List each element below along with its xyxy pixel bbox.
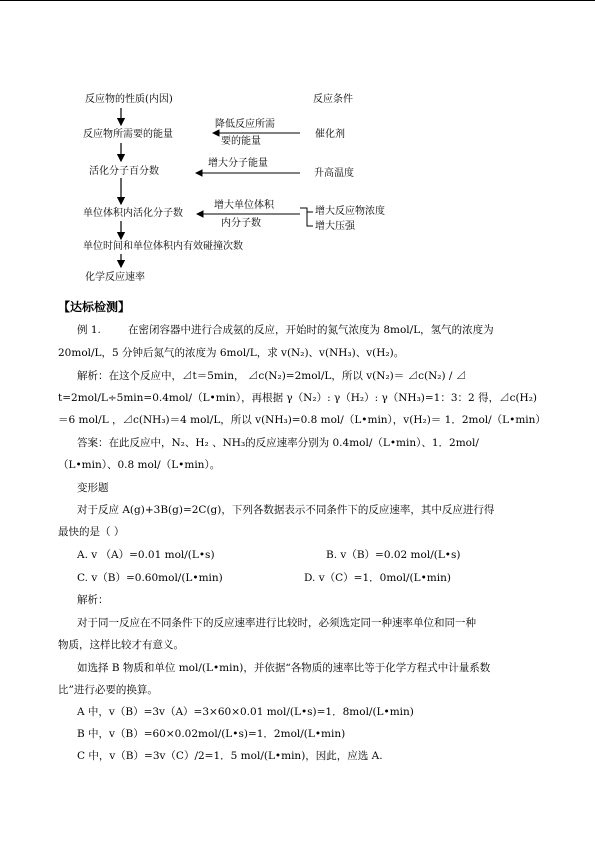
option-c: C. v（B）=0.60mol/(L•min) [77,572,223,584]
section-title: 【达标检测】 [58,300,131,314]
option-b: B. v（B）=0.02 mol/(L•s) [326,549,461,561]
analysis2-line-7: C 中，v（B）=3v（C）/2=1．5 mol/(L•min)，因此，应选 A. [77,750,383,762]
arrow-label-lower-energy-1: 降低反应所需 [215,119,275,130]
option-a: A. v （A）=0.01 mol/(L•s) [77,549,215,561]
arrow-label-increase-volume-2: 内分子数 [221,218,261,229]
arrow-label-increase-volume-1: 增大单位体积 [214,200,274,211]
question-line-2: 最快的是（ ） [58,526,125,538]
diagram-label-catalyst: 催化剂 [315,129,345,140]
analysis2-line-6: B 中，v（B）=60×0.02mol/(L•s)=1．2mol/(L•min) [77,728,346,740]
example-line-2: 20mol/L，5 分钟后氮气的浓度为 6mol/L，求 v(N₂)、v(NH₃)、v(H₂)。 [58,347,405,359]
analysis-line-1: 解析：在这个反应中，⊿t＝5min， ⊿c(N₂)=2mol/L，所以 v(N₂)＝ ⊿c(N₂) / ⊿ [77,370,467,382]
diagram-label-conditions: 反应条件 [313,94,353,105]
diagram-node-energy: 反应物所需要的能量 [83,129,173,140]
diagram-label-pressure: 增大压强 [315,221,355,232]
variant-title: 变形题 [77,482,109,494]
answer-line-2: （L•min）、0.8 mol/（L•min）。 [58,459,221,471]
arrow-label-lower-energy-2: 要的能量 [221,136,261,147]
analysis2-line-1: 对于同一反应在不同条件下的反应速率进行比较时，必须选定同一种速率单位和同一种 [77,617,476,629]
analysis2-line-4: 比”进行必要的换算。 [58,684,158,696]
analysis2-line-3: 如选择 B 物质和单位 mol/(L•min)，并依据“各物质的速率比等于化学方程式中计量系数 [77,662,491,674]
analysis-line-3: ＝6 mol/L ，⊿c(NH₃)＝4 mol/L，所以 v(NH₃)=0.8 mol/（L•min），v(H₂)＝ 1．2mol/（L•min） [58,414,546,426]
example-line-1: 在密闭容器中进行合成氨的反应，开始时的氮气浓度为 8mol/L，氢气的浓度为 [128,324,494,336]
example-label: 例 1. [77,324,101,336]
diagram-node-reaction-rate: 化学反应速率 [85,272,145,283]
option-d: D. v（C）=1．0mol/(L•min) [304,572,451,584]
analysis2-line-5: A 中，v（B）=3v（A）=3×60×0.01 mol/(L•s)=1．8mol/(L•min) [77,706,414,718]
diagram-node-activated-fraction: 活化分子百分数 [89,166,159,177]
analysis2-line-2: 物质，这样比较才有意义。 [58,639,184,651]
diagram-label-concentration: 增大反应物浓度 [315,206,385,217]
diagram-node-effective-collisions: 单位时间和单位体积内有效碰撞次数 [83,241,243,252]
question-line-1: 对于反应 A(g)+3B(g)=2C(g)，下列各数据表示不同条件下的反应速率，其中反应进行得 [77,504,495,516]
analysis-line-2: t=2mol/L÷5min=0.4mol/（L•min），再根据 γ（N₂）: γ（H₂）: γ（NH₃)=1：3：2 得，⊿c(H₂) [58,392,538,404]
diagram-node-activated-count: 单位体积内活化分子数 [83,208,183,219]
diagram-node-properties: 反应物的性质(内因) [85,94,173,105]
analysis2-label: 解析： [77,594,109,606]
diagram-arrows [0,0,595,300]
diagram-label-temperature: 升高温度 [314,168,354,179]
arrow-label-increase-energy: 增大分子能量 [208,158,268,169]
answer-line-1: 答案：在此反应中，N₂、H₂ 、NH₃的反应速率分别为 0.4mol/（L•min）、1．2mol/ [77,437,479,449]
